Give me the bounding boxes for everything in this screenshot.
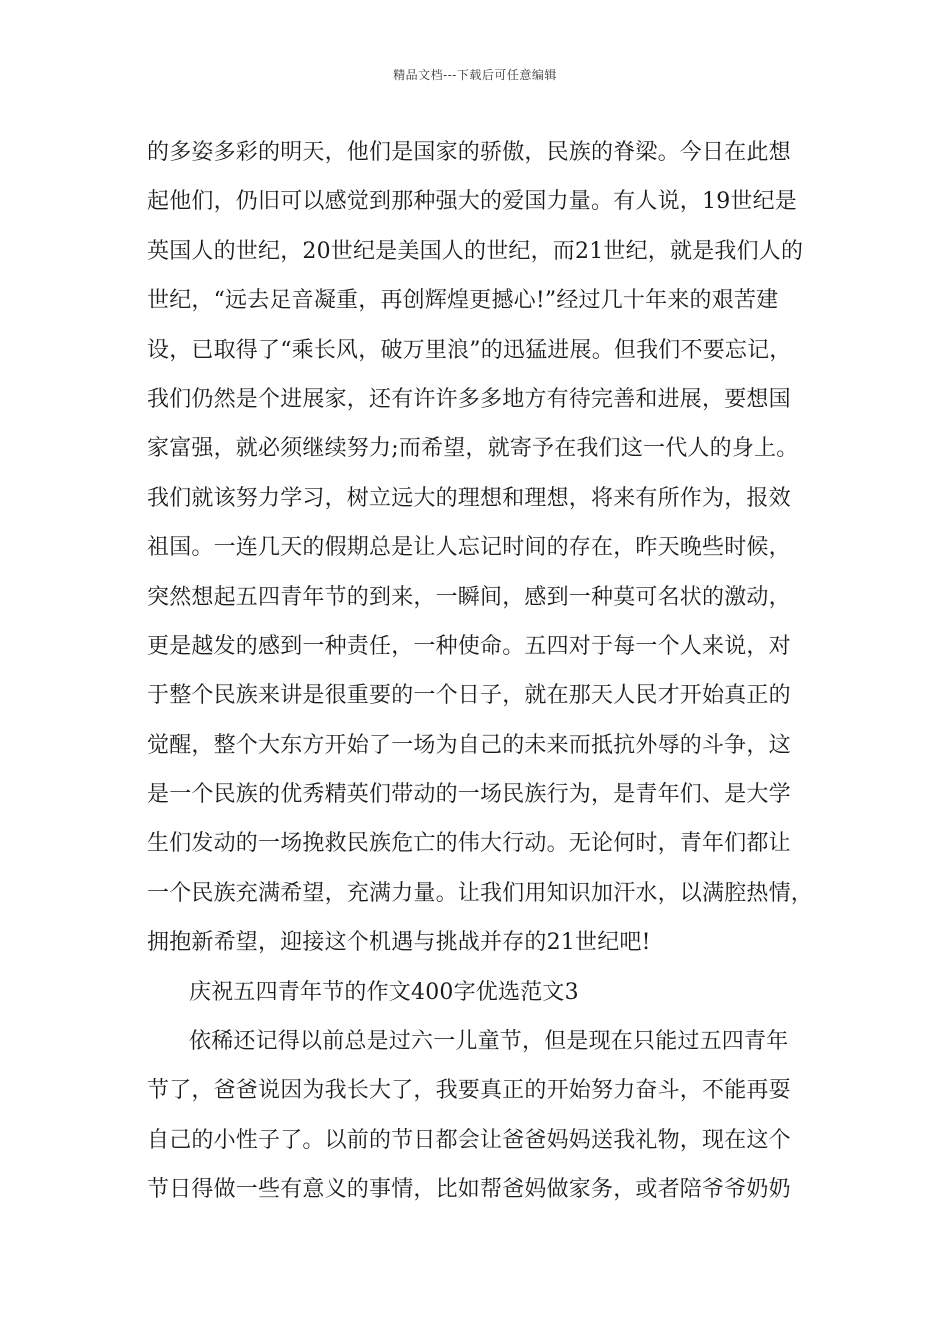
- text-line: 节日得做一些有意义的事情，比如帮爸妈做家务，或者陪爷爷奶奶: [147, 1177, 791, 1203]
- text-line: 的多姿多彩的明天，他们是国家的骄傲，民族的脊梁。今日在此想: [147, 140, 791, 165]
- text-line: 突然想起五四青年节的到来，一瞬间，感到一种莫可名状的激动，: [147, 584, 791, 610]
- text-line: 一个民族充满希望，充满力量。让我们用知识加汗水，以满腔热情，: [147, 880, 814, 906]
- text-line: 拥抱新希望，迎接这个机遇与挑战并存的21世纪吧!: [147, 930, 651, 956]
- section-heading: 庆祝五四青年节的作文400字优选范文3: [189, 979, 579, 1005]
- text-line: 我们就该努力学习，树立远大的理想和理想，将来有所作为，报效: [147, 485, 791, 511]
- text-line: 起他们，仍旧可以感觉到那种强大的爱国力量。有人说，19世纪是: [147, 189, 797, 215]
- text-line: 节了，爸爸说因为我长大了，我要真正的开始努力奋斗，不能再耍: [147, 1078, 791, 1104]
- text-line: 我们仍然是个进展家，还有许许多多地方有待完善和进展，要想国: [147, 386, 791, 412]
- text-line: 世纪，“远去足音凝重，再创辉煌更撼心!”经过几十年来的艰苦建: [147, 288, 779, 314]
- text-line: 设，已取得了“乘长风，破万里浪”的迅猛进展。但我们不要忘记，: [147, 337, 792, 363]
- body-text: [147, 128, 827, 1215]
- text-line: 觉醒，整个大东方开始了一场为自己的未来而抵抗外辱的斗争，这: [147, 732, 791, 758]
- text-line: 自己的小性子了。以前的节日都会让爸爸妈妈送我礼物，现在这个: [147, 1127, 791, 1153]
- text-line: 英国人的世纪，20世纪是美国人的世纪，而21世纪，就是我们人的: [147, 238, 804, 264]
- text-line: 是一个民族的优秀精英们带动的一场民族行为，是青年们、是大学: [147, 782, 791, 808]
- page-header: 精品文档---下载后可任意编辑: [393, 68, 557, 82]
- text-line: 生们发动的一场挽救民族危亡的伟大行动。无论何时，青年们都让: [147, 831, 791, 857]
- text-line: 依稀还记得以前总是过六一儿童节，但是现在只能过五四青年: [189, 1029, 789, 1055]
- text-line: 更是越发的感到一种责任，一种使命。五四对于每一个人来说，对: [147, 633, 791, 659]
- text-line: 于整个民族来讲是很重要的一个日子，就在那天人民才开始真正的: [147, 683, 791, 709]
- text-line: 祖国。一连几天的假期总是让人忘记时间的存在，昨天晚些时候，: [147, 535, 791, 561]
- text-line: 家富强，就必须继续努力;而希望，就寄予在我们这一代人的身上。: [147, 436, 799, 462]
